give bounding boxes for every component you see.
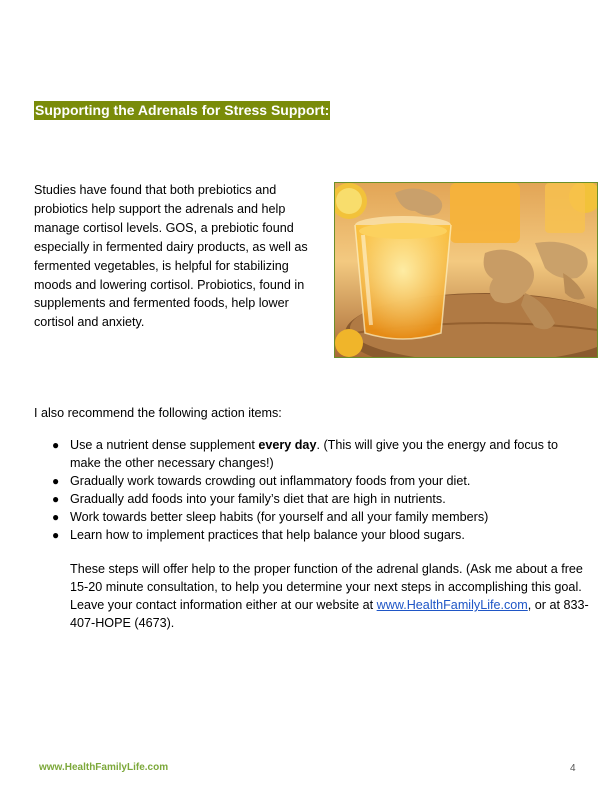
bullet-icon: ● — [52, 492, 60, 506]
footer-website: www.HealthFamilyLife.com — [39, 762, 169, 773]
bullet-icon: ● — [52, 528, 60, 542]
bullet-icon: ● — [52, 510, 60, 524]
ginger-tea-illustration — [335, 183, 597, 357]
list-item-text: Gradually work towards crowding out inflammatory foods from your diet. — [70, 474, 471, 488]
list-item-emphasis: every day — [258, 438, 317, 452]
list-item — [52, 490, 588, 508]
intro-paragraph: Studies have found that both prebiotics and probiotics help support the adrenals and help manage cortisol levels. GOS, a prebiotic found especially in fermented dairy products, as well as fermented vegetables, is helpful for stabilizing moods and lowering cortisol. Probiotics, found in supplements and fermented foods, help lower cortisol and anxiety. — [34, 183, 308, 330]
list-item — [52, 526, 588, 544]
list-item — [52, 508, 588, 526]
bullet-icon: ● — [52, 474, 60, 488]
list-item-text: . (This will give you the energy and focus to make the other necessary changes!) — [70, 438, 558, 470]
list-item-text: Gradually add foods into your family’s diet that are high in nutrients. — [70, 492, 446, 506]
list-item-text: Work towards better sleep habits (for yourself and all your family members) — [70, 510, 489, 524]
ginger-tea-photo — [334, 182, 598, 358]
page-number: 4 — [570, 763, 576, 774]
closing-contact-text: , or at 833-407-HOPE (4673). — [70, 598, 589, 630]
list-item — [52, 436, 588, 472]
closing-text: These steps will offer help to the proper function of the adrenal glands. (Ask me about a free 15-20 minute consultation, to help you determine your next steps in accomplishing this goal. Leave your contact information either at our website at — [70, 562, 583, 612]
bullet-icon: ● — [52, 438, 60, 452]
website-link[interactable]: www.HealthFamilyLife.com — [376, 598, 528, 612]
action-items-lead: I also recommend the following action items: — [34, 406, 282, 420]
closing-paragraph — [70, 560, 590, 632]
action-items-list — [52, 436, 588, 544]
list-item-text: Use a nutrient dense supplement — [70, 438, 259, 452]
list-item-text: Learn how to implement practices that help balance your blood sugars. — [70, 528, 465, 542]
section-heading: Supporting the Adrenals for Stress Support: — [35, 102, 330, 118]
list-item — [52, 472, 588, 490]
